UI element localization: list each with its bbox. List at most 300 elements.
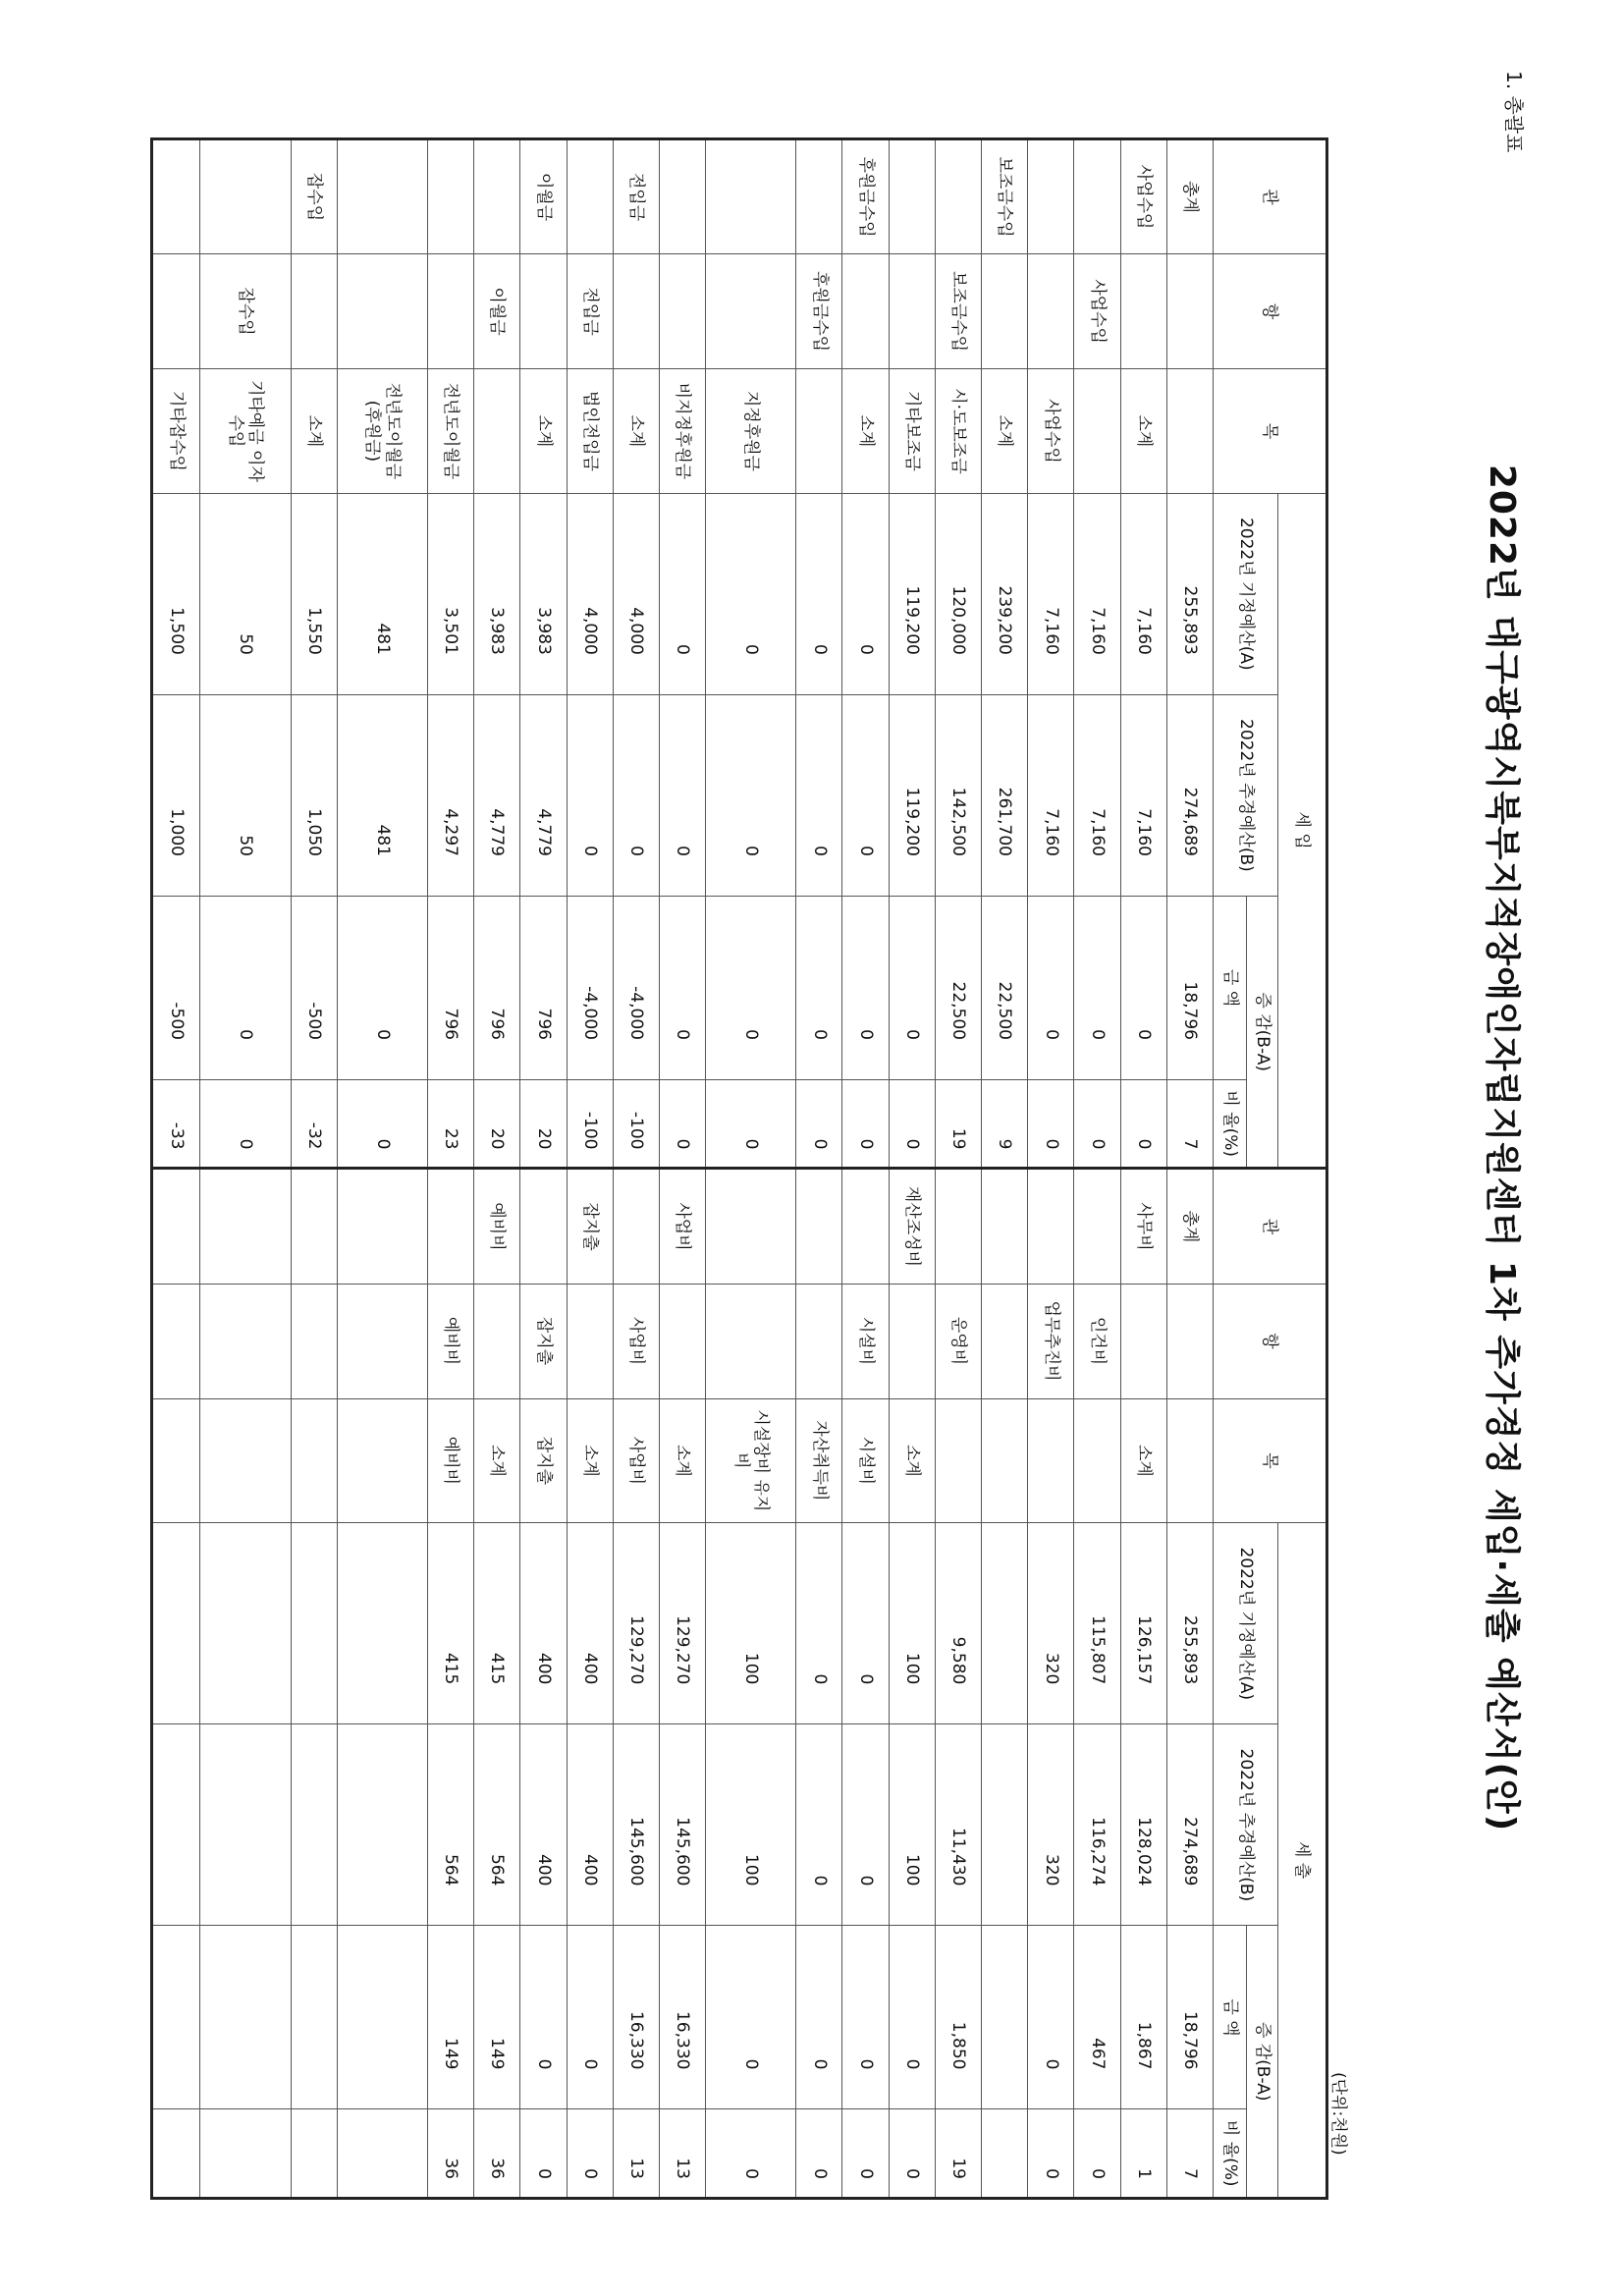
revenue-supp: 7,160: [1074, 694, 1120, 896]
revenue-change-amount: -500: [152, 896, 200, 1079]
expense-hang: [706, 1284, 796, 1398]
expense-gwan: 잡지출: [567, 1169, 613, 1284]
revenue-change-ratio: 0: [659, 1079, 705, 1168]
expense-hang: [291, 1284, 337, 1398]
revenue-mok: [1166, 369, 1213, 494]
expense-change-ratio: 0: [796, 2109, 842, 2199]
revenue-base: 1,500: [152, 493, 200, 694]
revenue-base: 119,200: [889, 493, 935, 694]
header-revenue: 세 입: [1278, 493, 1327, 1169]
expense-supp: 116,274: [1074, 1724, 1120, 1926]
expense-base: 0: [796, 1523, 842, 1724]
expense-hang: 인건비: [1074, 1284, 1120, 1398]
table-row: [659, 139, 705, 2199]
revenue-gwan: [428, 139, 474, 254]
revenue-hang: [152, 254, 200, 369]
revenue-hang: [1166, 254, 1213, 369]
expense-change-amount: 0: [520, 1926, 567, 2109]
header-expenditure: 세 출: [1278, 1523, 1327, 2199]
table-row: [613, 139, 659, 2199]
revenue-base: 1,550: [291, 493, 337, 694]
table-row: [889, 139, 935, 2199]
revenue-mok: 소계: [291, 369, 337, 494]
expense-change-ratio: 13: [659, 2109, 705, 2199]
header-mok: 목: [1214, 1398, 1327, 1523]
revenue-supp: 119,200: [889, 694, 935, 896]
expense-change-ratio: [982, 2109, 1028, 2199]
expense-mok: 자산취득비: [796, 1398, 842, 1523]
revenue-change-amount: 796: [428, 896, 474, 1079]
expense-hang: 사업비: [613, 1284, 659, 1398]
table-row: [1166, 139, 1213, 2199]
expense-mok: 시설장비 유지비: [706, 1398, 796, 1523]
expense-change-ratio: [152, 2109, 200, 2199]
revenue-change-amount: 0: [1074, 896, 1120, 1079]
expense-supp: 0: [842, 1724, 889, 1926]
expense-change-amount: [200, 1926, 291, 2109]
revenue-change-ratio: 20: [474, 1079, 520, 1168]
revenue-hang: [1028, 254, 1074, 369]
budget-summary-table: [150, 137, 1328, 2200]
revenue-mok: 소계: [613, 369, 659, 494]
header-base-budget: 2022년 기정예산(A): [1214, 493, 1278, 694]
revenue-mok: 소계: [1120, 369, 1166, 494]
expense-base: 129,270: [659, 1523, 705, 1724]
expense-gwan: [842, 1169, 889, 1284]
revenue-supp: 0: [706, 694, 796, 896]
revenue-change-ratio: 0: [1028, 1079, 1074, 1168]
expense-supp: 274,689: [1166, 1724, 1213, 1926]
expense-hang: 예비비: [428, 1284, 474, 1398]
expense-base: 320: [1028, 1523, 1074, 1724]
revenue-change-ratio: 19: [935, 1079, 981, 1168]
revenue-mok: 전년도이월금: [428, 369, 474, 494]
header-hang: 항: [1214, 1284, 1327, 1398]
expense-hang: [659, 1284, 705, 1398]
revenue-change-amount: 796: [474, 896, 520, 1079]
revenue-supp: 4,297: [428, 694, 474, 896]
revenue-gwan: 이월금: [520, 139, 567, 254]
revenue-change-ratio: 23: [428, 1079, 474, 1168]
expense-gwan: [706, 1169, 796, 1284]
revenue-change-amount: 22,500: [982, 896, 1028, 1079]
revenue-hang: [337, 254, 427, 369]
revenue-mok: [1074, 369, 1120, 494]
revenue-supp: 0: [659, 694, 705, 896]
expense-base: 100: [706, 1523, 796, 1724]
expense-mok: [982, 1398, 1028, 1523]
revenue-gwan: 잡수입: [291, 139, 337, 254]
expense-gwan: 사무비: [1120, 1169, 1166, 1284]
revenue-hang: 후원금수입: [796, 254, 842, 369]
revenue-change-ratio: -100: [567, 1079, 613, 1168]
revenue-change-ratio: -100: [613, 1079, 659, 1168]
expense-mok: 소계: [1120, 1398, 1166, 1523]
revenue-hang: [520, 254, 567, 369]
expense-change-amount: 1,867: [1120, 1926, 1166, 2109]
expense-hang: [152, 1284, 200, 1398]
expense-base: [982, 1523, 1028, 1724]
revenue-base: 239,200: [982, 493, 1028, 694]
expense-change-ratio: 19: [935, 2109, 981, 2199]
table-row: [474, 139, 520, 2199]
expense-hang: [796, 1284, 842, 1398]
expense-base: [337, 1523, 427, 1724]
revenue-supp: 7,160: [1120, 694, 1166, 896]
revenue-change-amount: 0: [337, 896, 427, 1079]
revenue-base: 0: [706, 493, 796, 694]
expense-hang: [1120, 1284, 1166, 1398]
expense-base: 129,270: [613, 1523, 659, 1724]
revenue-gwan: 보조금수입: [982, 139, 1028, 254]
expense-change-amount: [291, 1926, 337, 2109]
revenue-gwan: [889, 139, 935, 254]
revenue-base: 7,160: [1074, 493, 1120, 694]
revenue-hang: [889, 254, 935, 369]
revenue-base: 481: [337, 493, 427, 694]
table-body: [152, 139, 1327, 2199]
table-row: [842, 139, 889, 2199]
header-amount: 금 액: [1214, 896, 1247, 1079]
header-gwan: 관: [1214, 139, 1327, 254]
expense-gwan: 재산조성비: [889, 1169, 935, 1284]
expense-gwan: [613, 1169, 659, 1284]
expense-supp: 145,600: [613, 1724, 659, 1926]
revenue-hang: [428, 254, 474, 369]
expense-base: 126,157: [1120, 1523, 1166, 1724]
expense-supp: [291, 1724, 337, 1926]
expense-base: [291, 1523, 337, 1724]
revenue-base: 7,160: [1028, 493, 1074, 694]
expense-gwan: [428, 1169, 474, 1284]
expense-supp: [337, 1724, 427, 1926]
revenue-hang: [1120, 254, 1166, 369]
header-change: 증 감(B-A): [1247, 896, 1278, 1169]
expense-base: [200, 1523, 291, 1724]
revenue-supp: 274,689: [1166, 694, 1213, 896]
revenue-supp: 0: [567, 694, 613, 896]
revenue-gwan: [567, 139, 613, 254]
expense-hang: 업무추진비: [1028, 1284, 1074, 1398]
revenue-mok: 비지정후원금: [659, 369, 705, 494]
revenue-mok: [474, 369, 520, 494]
revenue-supp: 1,000: [152, 694, 200, 896]
header-mok: 목: [1214, 369, 1327, 494]
revenue-gwan: [474, 139, 520, 254]
expense-change-ratio: 0: [1074, 2109, 1120, 2199]
revenue-change-amount: -4,000: [613, 896, 659, 1079]
revenue-base: 3,983: [474, 493, 520, 694]
expense-mok: 소계: [474, 1398, 520, 1523]
expense-change-amount: 16,330: [613, 1926, 659, 2109]
expense-base: 9,580: [935, 1523, 981, 1724]
expense-mok: [337, 1398, 427, 1523]
revenue-change-ratio: 0: [1074, 1079, 1120, 1168]
revenue-change-amount: 22,500: [935, 896, 981, 1079]
expense-change-amount: 149: [428, 1926, 474, 2109]
expense-base: 100: [889, 1523, 935, 1724]
expense-gwan: [1074, 1169, 1120, 1284]
table-row: [796, 139, 842, 2199]
header-ratio: 비 율(%): [1214, 1079, 1247, 1168]
revenue-change-amount: -4,000: [567, 896, 613, 1079]
expense-change-ratio: 0: [520, 2109, 567, 2199]
expense-mok: [1028, 1398, 1074, 1523]
revenue-base: 255,893: [1166, 493, 1213, 694]
revenue-hang: [291, 254, 337, 369]
revenue-mok: 전년도이월금 (후원금): [337, 369, 427, 494]
expense-supp: 128,024: [1120, 1724, 1166, 1926]
expense-change-amount: 0: [796, 1926, 842, 2109]
expense-mok: 소계: [567, 1398, 613, 1523]
table-row: [1074, 139, 1120, 2199]
revenue-gwan: [796, 139, 842, 254]
expense-change-ratio: 13: [613, 2109, 659, 2199]
table-row: [520, 139, 567, 2199]
expense-change-amount: 149: [474, 1926, 520, 2109]
table-row: [1028, 139, 1074, 2199]
expense-mok: [1074, 1398, 1120, 1523]
revenue-gwan: 총계: [1166, 139, 1213, 254]
expense-hang: [474, 1284, 520, 1398]
revenue-supp: 142,500: [935, 694, 981, 896]
revenue-change-ratio: 20: [520, 1079, 567, 1168]
revenue-gwan: [1074, 139, 1120, 254]
revenue-base: 0: [659, 493, 705, 694]
expense-gwan: [796, 1169, 842, 1284]
revenue-hang: [842, 254, 889, 369]
expense-change-ratio: 1: [1120, 2109, 1166, 2199]
header-gwan: 관: [1214, 1169, 1327, 1284]
table-row: [706, 139, 796, 2199]
revenue-mok: 소계: [520, 369, 567, 494]
expense-change-ratio: 36: [428, 2109, 474, 2199]
revenue-change-amount: -500: [291, 896, 337, 1079]
revenue-gwan: [659, 139, 705, 254]
expense-change-amount: 0: [1028, 1926, 1074, 2109]
revenue-mok: 사업수입: [1028, 369, 1074, 494]
revenue-base: 120,000: [935, 493, 981, 694]
expense-hang: [337, 1284, 427, 1398]
expense-gwan: [152, 1169, 200, 1284]
expense-mok: 예비비: [428, 1398, 474, 1523]
revenue-change-ratio: 0: [842, 1079, 889, 1168]
expense-gwan: [982, 1169, 1028, 1284]
revenue-base: 4,000: [613, 493, 659, 694]
table-row: [200, 139, 291, 2199]
expense-change-amount: [337, 1926, 427, 2109]
expense-base: 400: [567, 1523, 613, 1724]
expense-change-amount: [152, 1926, 200, 2109]
expense-base: 255,893: [1166, 1523, 1213, 1724]
expense-change-ratio: [200, 2109, 291, 2199]
expense-change-ratio: 36: [474, 2109, 520, 2199]
expense-supp: 400: [520, 1724, 567, 1926]
revenue-mok: 시·도보조금: [935, 369, 981, 494]
page-title: 2022년 대구광역시북부지적장애인자립지원센터 1차 추가경정 세입·세출 예산서(안): [1482, 464, 1522, 1832]
expense-supp: 100: [889, 1724, 935, 1926]
unit-note: (단위:천원): [1328, 2072, 1348, 2156]
revenue-gwan: [337, 139, 427, 254]
revenue-hang: [613, 254, 659, 369]
expense-hang: 운영비: [935, 1284, 981, 1398]
expense-change-amount: [982, 1926, 1028, 2109]
header-supp-budget: 2022년 추경예산(B): [1214, 694, 1278, 896]
revenue-supp: 7,160: [1028, 694, 1074, 896]
expense-hang: [982, 1284, 1028, 1398]
expense-change-ratio: 0: [889, 2109, 935, 2199]
revenue-gwan: 후원금수입: [842, 139, 889, 254]
section-label: 1. 총괄표: [1502, 71, 1526, 153]
expense-hang: [567, 1284, 613, 1398]
revenue-mok: [796, 369, 842, 494]
revenue-change-amount: 796: [520, 896, 567, 1079]
revenue-supp: 1,050: [291, 694, 337, 896]
table-row: [337, 139, 427, 2199]
revenue-base: 7,160: [1120, 493, 1166, 694]
expense-supp: 100: [706, 1724, 796, 1926]
revenue-gwan: [200, 139, 291, 254]
header-row-1: [1278, 139, 1327, 2199]
expense-base: 415: [474, 1523, 520, 1724]
revenue-base: 0: [842, 493, 889, 694]
revenue-gwan: [706, 139, 796, 254]
expense-gwan: [337, 1169, 427, 1284]
revenue-change-amount: 0: [796, 896, 842, 1079]
revenue-supp: 261,700: [982, 694, 1028, 896]
header-base-budget: 2022년 기정예산(A): [1214, 1523, 1278, 1724]
revenue-hang: 사업수입: [1074, 254, 1120, 369]
expense-gwan: [1028, 1169, 1074, 1284]
revenue-change-amount: 18,796: [1166, 896, 1213, 1079]
expense-gwan: [291, 1169, 337, 1284]
expense-change-ratio: [291, 2109, 337, 2199]
revenue-hang: 보조금수입: [935, 254, 981, 369]
revenue-supp: 481: [337, 694, 427, 896]
revenue-mok: 법인전입금: [567, 369, 613, 494]
header-change: 증 감(B-A): [1247, 1926, 1278, 2199]
revenue-supp: 0: [613, 694, 659, 896]
table-row: [982, 139, 1028, 2199]
expense-mok: 사업비: [613, 1398, 659, 1523]
revenue-mok: 기타보조금: [889, 369, 935, 494]
expense-supp: 400: [567, 1724, 613, 1926]
revenue-change-amount: 0: [1120, 896, 1166, 1079]
header-amount: 금 액: [1214, 1926, 1247, 2109]
revenue-base: 0: [796, 493, 842, 694]
revenue-change-amount: 0: [659, 896, 705, 1079]
expense-base: 400: [520, 1523, 567, 1724]
expense-change-amount: 1,850: [935, 1926, 981, 2109]
expense-change-amount: 0: [567, 1926, 613, 2109]
revenue-hang: [982, 254, 1028, 369]
expense-supp: [200, 1724, 291, 1926]
expense-change-amount: 0: [842, 1926, 889, 2109]
expense-supp: 564: [428, 1724, 474, 1926]
revenue-change-amount: 0: [889, 896, 935, 1079]
expense-gwan: 총계: [1166, 1169, 1213, 1284]
expense-change-ratio: 0: [706, 2109, 796, 2199]
revenue-base: 4,000: [567, 493, 613, 694]
expense-supp: 0: [796, 1724, 842, 1926]
expense-supp: [152, 1724, 200, 1926]
revenue-base: 50: [200, 493, 291, 694]
expense-mok: 잡지출: [520, 1398, 567, 1523]
revenue-hang: [706, 254, 796, 369]
revenue-hang: 잡수입: [200, 254, 291, 369]
expense-gwan: 사업비: [659, 1169, 705, 1284]
expense-change-ratio: 0: [1028, 2109, 1074, 2199]
expense-base: 0: [842, 1523, 889, 1724]
revenue-change-ratio: 0: [706, 1079, 796, 1168]
expense-change-ratio: [337, 2109, 427, 2199]
revenue-gwan: 사업수입: [1120, 139, 1166, 254]
revenue-change-amount: 0: [842, 896, 889, 1079]
revenue-change-amount: 0: [200, 896, 291, 1079]
expense-base: [152, 1523, 200, 1724]
revenue-change-ratio: -33: [152, 1079, 200, 1168]
expense-change-amount: 0: [889, 1926, 935, 2109]
revenue-supp: 0: [796, 694, 842, 896]
table-row: [152, 139, 200, 2199]
expense-mok: 소계: [889, 1398, 935, 1523]
revenue-supp: 0: [842, 694, 889, 896]
expense-hang: [200, 1284, 291, 1398]
revenue-change-ratio: 7: [1166, 1079, 1213, 1168]
expense-mok: [200, 1398, 291, 1523]
expense-hang: [1166, 1284, 1213, 1398]
revenue-gwan: [152, 139, 200, 254]
revenue-change-ratio: 0: [889, 1079, 935, 1168]
expense-mok: [1166, 1398, 1213, 1523]
revenue-base: 3,501: [428, 493, 474, 694]
revenue-change-ratio: 0: [337, 1079, 427, 1168]
revenue-change-ratio: 9: [982, 1079, 1028, 1168]
revenue-supp: 50: [200, 694, 291, 896]
expense-mok: 소계: [659, 1398, 705, 1523]
table-row: [1120, 139, 1166, 2199]
revenue-hang: [659, 254, 705, 369]
expense-mok: 시설비: [842, 1398, 889, 1523]
revenue-mok: 기타예금 이자수입: [200, 369, 291, 494]
revenue-gwan: [1028, 139, 1074, 254]
revenue-supp: 4,779: [520, 694, 567, 896]
revenue-mok: 기타잡수입: [152, 369, 200, 494]
expense-change-ratio: 7: [1166, 2109, 1213, 2199]
expense-change-amount: 16,330: [659, 1926, 705, 2109]
revenue-change-amount: 0: [706, 896, 796, 1079]
expense-change-ratio: 0: [842, 2109, 889, 2199]
expense-gwan: [520, 1169, 567, 1284]
expense-supp: 320: [1028, 1724, 1074, 1926]
revenue-change-ratio: 0: [1120, 1079, 1166, 1168]
expense-supp: 145,600: [659, 1724, 705, 1926]
expense-supp: 564: [474, 1724, 520, 1926]
expense-hang: 시설비: [842, 1284, 889, 1398]
expense-change-amount: 18,796: [1166, 1926, 1213, 2109]
expense-hang: 잡지출: [520, 1284, 567, 1398]
expense-mok: [935, 1398, 981, 1523]
header-hang: 항: [1214, 254, 1327, 369]
table-row: [935, 139, 981, 2199]
expense-supp: [982, 1724, 1028, 1926]
header-ratio: 비 율(%): [1214, 2109, 1247, 2199]
table-row: [428, 139, 474, 2199]
expense-base: 115,807: [1074, 1523, 1120, 1724]
revenue-base: 3,983: [520, 493, 567, 694]
expense-change-ratio: 0: [567, 2109, 613, 2199]
revenue-mok: 소계: [982, 369, 1028, 494]
